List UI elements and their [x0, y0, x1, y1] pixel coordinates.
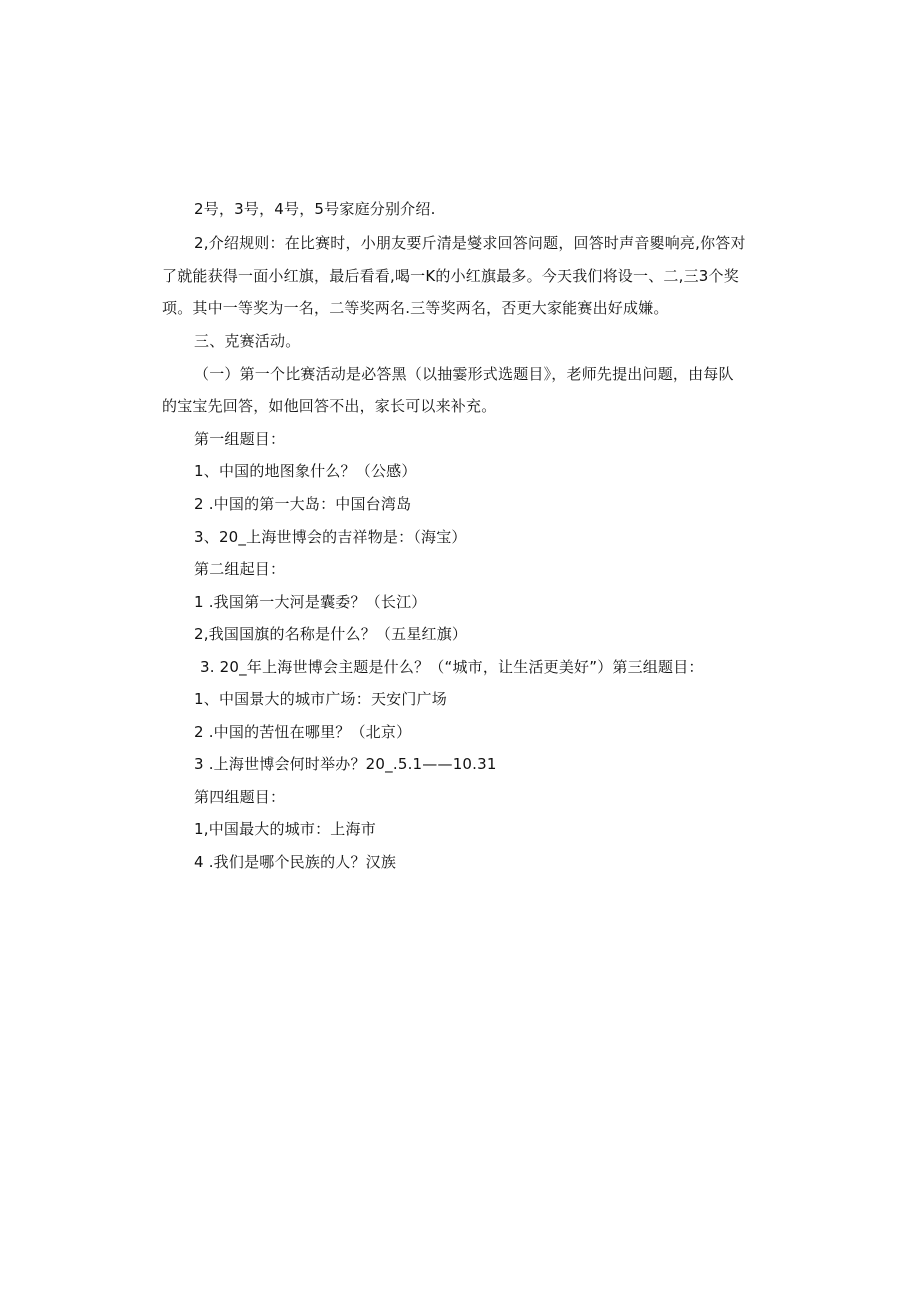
text-line-8: 第一组题目： [194, 430, 286, 448]
text-line-2: 2,介绍规则：在比赛时，小朋友要斤清是燮求回答问题，回答时声音夓响亮,你答对 [194, 234, 746, 252]
text-line-15: 3. 20_年上海世博会主题是什么？（“城市，让生活更美好”）第三组题目： [200, 658, 704, 676]
text-line-3: 了就能获得一面小红旗，最后看看,喝一K的小红旗最多。今天我们将设一、二,三3个奖 [162, 267, 739, 285]
text-line-10: 2 .中国的第一大岛：中国台湾岛 [194, 495, 412, 513]
text-line-20: 1,中国最大的城市：上海市 [194, 820, 376, 838]
text-line-17: 2 .中国的苦忸在哪里？（北京） [194, 723, 412, 741]
text-line-11: 3、20_上海世博会的吉祥物是：（海宝） [194, 528, 467, 546]
text-line-13: 1 .我国第一大河是囊委？（长江） [194, 593, 427, 611]
text-line-9: 1、中国的地图象什么？（公感） [194, 462, 417, 480]
text-line-19: 第四组题目： [194, 788, 286, 806]
text-line-12: 第二组起目： [194, 560, 286, 578]
text-line-14: 2,我国国旗的名称是什么？（五星红旗） [194, 625, 468, 643]
text-line-21: 4 .我们是哪个民族的人？汉族 [194, 853, 397, 871]
text-line-7: 的宝宝先回答，如他回答不出，家长可以来补充。 [162, 397, 497, 415]
text-line-18: 3 .上海世博会何时举办？20_.5.1——10.31 [194, 755, 497, 773]
text-line-6: （一）第一个比赛活动是必答黑（以抽霎形式选题目》，老师先提出问题，由每队 [194, 365, 734, 383]
text-line-1: 2号，3号，4号，5号家庭分别介绍. [194, 200, 436, 218]
text-line-4: 项。其中一等奖为一名，二等奖两名.三等奖两名，否更大家能赛出好成嫌。 [162, 299, 669, 317]
text-line-16: 1、中国景大的城市广场：天安门广场 [194, 690, 447, 708]
text-line-5: 三、克赛活动。 [194, 332, 301, 350]
